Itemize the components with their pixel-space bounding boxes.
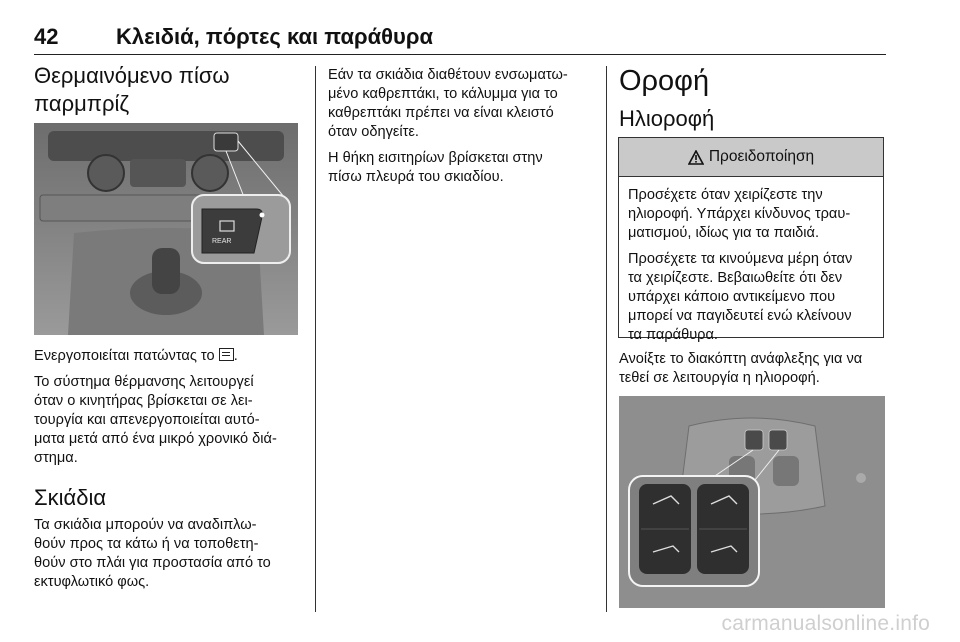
rear-button-label: REAR (212, 238, 232, 245)
rear-defrost-icon (219, 348, 234, 361)
rear-defrost-button-figure (34, 123, 298, 335)
ticket-holder-text: Η θήκη εισιτηρίων βρίσκεται στην πίσω πλευρά του σκιαδίου. (328, 150, 543, 185)
warning-body (619, 177, 883, 345)
right-column (619, 64, 889, 133)
warning-box (618, 137, 884, 343)
ignition-note: Ανοίξτε το διακόπτη ανάφλεξης για να τεθεί σε λειτουργία η ηλιοροφή. (619, 351, 863, 386)
left-column (34, 62, 304, 118)
sun-visors-heading: Σκιάδια (34, 485, 107, 510)
activation-text: Ενεργοποιείται πατώντας το . (34, 348, 238, 364)
heated-rear-window-heading: Θερμαινόμενο πίσω παρμπρίζ (34, 63, 230, 116)
sunroof-switch-figure (619, 396, 885, 608)
warning-header (619, 138, 883, 177)
heating-system-description: Το σύστημα θέρμανσης λειτουργεί όταν ο κινητήρας βρίσκεται σε λει- τουργία και απενεργοποιείται αυτό- ματα μετά από ένα μικρό χρονικό διά- στημα. (34, 374, 277, 466)
dashboard-illustration (34, 123, 298, 335)
left-column-body (34, 347, 309, 599)
warning-title: Προειδοποίηση (708, 148, 815, 165)
page-number: 42 (34, 24, 59, 49)
watermark: carmanualsonline.info (721, 612, 930, 635)
page-header (34, 24, 886, 55)
chapter-title: Κλειδιά, πόρτες και παράθυρα (116, 24, 433, 49)
sunroof-switch-illustration (619, 396, 885, 608)
middle-column (328, 66, 600, 194)
column-divider-left (315, 66, 316, 612)
warning-paragraph-1: Προσέχετε όταν χειρίζεστε την ηλιοροφή. Υπάρχει κίνδυνος τραυ- ματισμού, ιδίως για τα παιδιά. (628, 187, 851, 241)
roof-heading: Οροφή (619, 65, 710, 97)
vanity-mirror-text: Εάν τα σκιάδια διαθέτουν ενσωματω- μένο καθρεπτάκι, το κάλυμμα για το καθρεπτάκι πρέπει να είναι κλειστό όταν οδηγείτε. (328, 67, 568, 140)
sun-visors-description: Τα σκιάδια μπορούν να αναδιπλω- θούν προς τα κάτω ή να τοποθετη- θούν στο πλάι για προστασία από το εκτυφλωτικό φως. (34, 517, 271, 590)
warning-paragraph-2: Προσέχετε τα κινούμενα μέρη όταν τα χειρίζεστε. Βεβαιωθείτε ότι δεν υπάρχει κάποιο αντικείμενο που μπορεί να παγιδευτεί ενώ κλείνουν τα παράθυρα. (628, 251, 853, 343)
warning-triangle-icon (688, 150, 704, 165)
sunroof-heading: Ηλιοροφή (619, 106, 715, 131)
column-divider-right (606, 66, 607, 612)
